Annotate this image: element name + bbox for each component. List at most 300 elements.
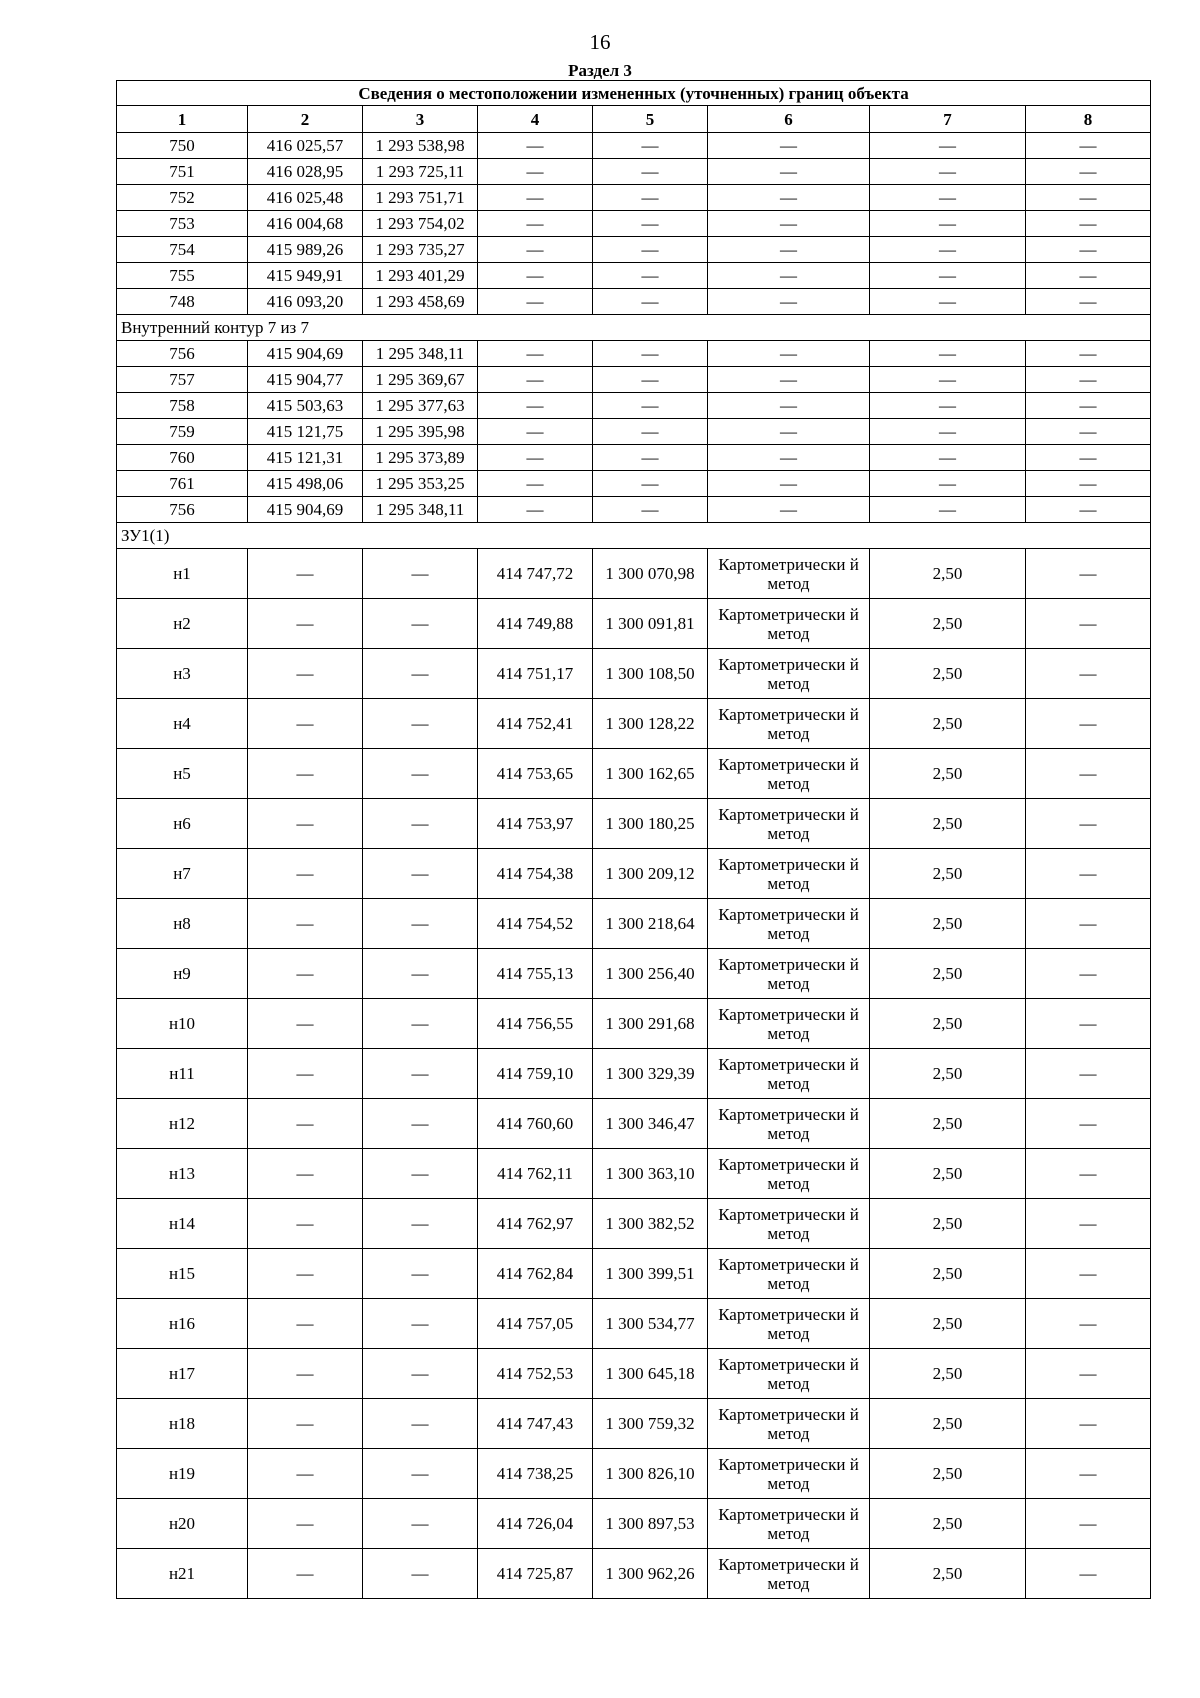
table-cell: н7 (117, 849, 248, 899)
table-cell: 2,50 (870, 899, 1026, 949)
table-cell: н13 (117, 1149, 248, 1199)
table-row (117, 185, 1151, 211)
table-cell: 2,50 (870, 949, 1026, 999)
table-cell: н1 (117, 549, 248, 599)
table-row (117, 749, 1151, 799)
table-cell: 416 093,20 (248, 289, 363, 315)
page-number: 16 (589, 30, 611, 54)
table-cell: — (478, 471, 593, 497)
table-cell: — (363, 749, 478, 799)
table-cell: — (708, 133, 870, 159)
table-cell: — (1026, 393, 1151, 419)
table-cell: — (593, 393, 708, 419)
table-cell: 1 300 218,64 (593, 899, 708, 949)
table-cell: — (870, 341, 1026, 367)
method-cell: Картометрически й метод (708, 1149, 870, 1199)
table-cell: — (248, 549, 363, 599)
table-cell: 748 (117, 289, 248, 315)
table-cell: — (363, 699, 478, 749)
table-cell: 2,50 (870, 699, 1026, 749)
table-cell: — (248, 849, 363, 899)
table-cell: — (593, 367, 708, 393)
table-cell: 1 300 162,65 (593, 749, 708, 799)
table-cell: 414 752,41 (478, 699, 593, 749)
table-cell: — (363, 1049, 478, 1099)
table-cell: — (1026, 159, 1151, 185)
column-number: 5 (593, 106, 708, 133)
table-cell: — (248, 1249, 363, 1299)
table-cell: — (870, 133, 1026, 159)
table-cell: — (1026, 237, 1151, 263)
table-cell: — (1026, 289, 1151, 315)
table-cell: 1 300 108,50 (593, 649, 708, 699)
table-cell: — (248, 1349, 363, 1399)
table-cell: н2 (117, 599, 248, 649)
table-cell: 2,50 (870, 1199, 1026, 1249)
table-cell: — (248, 799, 363, 849)
table-cell: — (363, 1249, 478, 1299)
table-row (117, 799, 1151, 849)
table-cell: 1 295 353,25 (363, 471, 478, 497)
table-cell: н15 (117, 1249, 248, 1299)
table-cell: — (1026, 263, 1151, 289)
method-cell: Картометрически й метод (708, 949, 870, 999)
table-cell: 414 747,43 (478, 1399, 593, 1449)
table-cell: — (1026, 185, 1151, 211)
table-cell: 1 300 070,98 (593, 549, 708, 599)
table-cell: 2,50 (870, 1449, 1026, 1499)
table-cell: 750 (117, 133, 248, 159)
boundary-coordinates-table (116, 80, 1151, 1599)
table-cell: 1 300 826,10 (593, 1449, 708, 1499)
table-cell: — (708, 445, 870, 471)
table-cell: 1 300 180,25 (593, 799, 708, 849)
table-row (117, 419, 1151, 445)
table-cell: — (593, 497, 708, 523)
method-cell: Картометрически й метод (708, 1249, 870, 1299)
column-number: 7 (870, 106, 1026, 133)
table-cell: — (1026, 999, 1151, 1049)
table-cell: — (363, 599, 478, 649)
table-cell: н8 (117, 899, 248, 949)
table-cell: — (478, 289, 593, 315)
table-cell: — (363, 1299, 478, 1349)
contour-label: Внутренний контур 7 из 7 (117, 315, 1151, 341)
table-cell: н20 (117, 1499, 248, 1549)
table-cell: 2,50 (870, 599, 1026, 649)
method-cell: Картометрически й метод (708, 1399, 870, 1449)
table-row (117, 649, 1151, 699)
table-cell: — (363, 1549, 478, 1599)
table-cell: н10 (117, 999, 248, 1049)
table-cell: н12 (117, 1099, 248, 1149)
table-cell: 1 300 897,53 (593, 1499, 708, 1549)
table-row (117, 999, 1151, 1049)
table-cell: 1 300 329,39 (593, 1049, 708, 1099)
table-cell: — (248, 949, 363, 999)
table-cell: 415 121,31 (248, 445, 363, 471)
table-cell: — (248, 1149, 363, 1199)
table-cell: 2,50 (870, 749, 1026, 799)
table-cell: — (363, 899, 478, 949)
table-cell: 414 762,11 (478, 1149, 593, 1199)
table-cell: 415 498,06 (248, 471, 363, 497)
column-number: 1 (117, 106, 248, 133)
table-row (117, 1449, 1151, 1499)
table-cell: — (708, 263, 870, 289)
table-cell: — (1026, 445, 1151, 471)
table-cell: 415 904,69 (248, 341, 363, 367)
table-row (117, 471, 1151, 497)
table-cell: — (593, 211, 708, 237)
table-cell: 414 762,97 (478, 1199, 593, 1249)
table-cell: 416 004,68 (248, 211, 363, 237)
table-cell: 414 759,10 (478, 1049, 593, 1099)
table-cell: 414 725,87 (478, 1549, 593, 1599)
table-cell: — (1026, 1299, 1151, 1349)
parcel-label: ЗУ1(1) (117, 523, 1151, 549)
table-cell: 415 503,63 (248, 393, 363, 419)
table-cell: — (870, 471, 1026, 497)
table-row (117, 367, 1151, 393)
table-cell: — (1026, 649, 1151, 699)
table-cell: — (1026, 211, 1151, 237)
table-cell: — (248, 1549, 363, 1599)
column-number: 2 (248, 106, 363, 133)
table-cell: — (1026, 1449, 1151, 1499)
table-cell: — (363, 799, 478, 849)
table-cell: — (248, 1049, 363, 1099)
table-cell: 1 293 751,71 (363, 185, 478, 211)
table-row (117, 1349, 1151, 1399)
table-cell: — (248, 899, 363, 949)
table-cell: 2,50 (870, 1499, 1026, 1549)
table-row (117, 1499, 1151, 1549)
table-cell: 414 757,05 (478, 1299, 593, 1349)
table-cell: — (1026, 799, 1151, 849)
table-cell: — (478, 185, 593, 211)
table-cell: 2,50 (870, 1049, 1026, 1099)
column-number: 3 (363, 106, 478, 133)
table-cell: — (478, 367, 593, 393)
method-cell: Картометрически й метод (708, 749, 870, 799)
table-cell: н6 (117, 799, 248, 849)
table-cell: — (1026, 471, 1151, 497)
table-cell: н4 (117, 699, 248, 749)
table-cell: — (1026, 1099, 1151, 1149)
table-cell: 414 751,17 (478, 649, 593, 699)
table-row (117, 289, 1151, 315)
table-cell: 760 (117, 445, 248, 471)
table-cell: — (248, 1399, 363, 1449)
table-cell: — (593, 263, 708, 289)
table-cell: — (593, 159, 708, 185)
table-row (117, 1549, 1151, 1599)
table-cell: 1 300 256,40 (593, 949, 708, 999)
table-cell: н19 (117, 1449, 248, 1499)
table-cell: — (478, 393, 593, 419)
column-number-row (117, 106, 1151, 133)
table-cell: — (870, 211, 1026, 237)
table-cell: 414 754,38 (478, 849, 593, 899)
column-number: 6 (708, 106, 870, 133)
table-cell: 2,50 (870, 649, 1026, 699)
table-cell: — (1026, 699, 1151, 749)
table-cell: 1 300 645,18 (593, 1349, 708, 1399)
method-cell: Картометрически й метод (708, 999, 870, 1049)
table-cell: 1 300 091,81 (593, 599, 708, 649)
table-row (117, 1299, 1151, 1349)
table-row (117, 445, 1151, 471)
table-cell: — (708, 211, 870, 237)
table-cell: 753 (117, 211, 248, 237)
table-cell: — (593, 419, 708, 445)
table-row (117, 237, 1151, 263)
table-cell: 2,50 (870, 849, 1026, 899)
table-cell: — (870, 263, 1026, 289)
table-cell: — (363, 1199, 478, 1249)
table-cell: — (248, 1499, 363, 1549)
table-cell: н5 (117, 749, 248, 799)
table-cell: 1 300 399,51 (593, 1249, 708, 1299)
table-cell: — (1026, 341, 1151, 367)
table-row (117, 849, 1151, 899)
method-cell: Картометрически й метод (708, 699, 870, 749)
table-cell: — (870, 445, 1026, 471)
table-cell: 416 025,57 (248, 133, 363, 159)
table-cell: 414 752,53 (478, 1349, 593, 1399)
table-cell: — (1026, 749, 1151, 799)
table-cell: — (870, 393, 1026, 419)
table-cell: 414 726,04 (478, 1499, 593, 1549)
table-cell: — (1026, 599, 1151, 649)
table-cell: 1 300 128,22 (593, 699, 708, 749)
table-cell: — (1026, 1349, 1151, 1399)
table-cell: — (1026, 949, 1151, 999)
table-cell: 414 760,60 (478, 1099, 593, 1149)
table-cell: 414 747,72 (478, 549, 593, 599)
table-cell: — (248, 1449, 363, 1499)
table-cell: — (363, 849, 478, 899)
table-cell: н16 (117, 1299, 248, 1349)
method-cell: Картометрически й метод (708, 1499, 870, 1549)
table-cell: н21 (117, 1549, 248, 1599)
table-cell: — (478, 341, 593, 367)
table-cell: — (593, 471, 708, 497)
table-row (117, 159, 1151, 185)
table-cell: — (478, 419, 593, 445)
method-cell: Картометрически й метод (708, 1099, 870, 1149)
table-row (117, 263, 1151, 289)
table-cell: 1 300 363,10 (593, 1149, 708, 1199)
table-cell: — (363, 1149, 478, 1199)
table-row (117, 1149, 1151, 1199)
table-cell: 1 293 538,98 (363, 133, 478, 159)
table-cell: — (1026, 899, 1151, 949)
table-cell: — (248, 749, 363, 799)
method-cell: Картометрически й метод (708, 1449, 870, 1499)
table-cell: 751 (117, 159, 248, 185)
table-cell: — (478, 159, 593, 185)
table-cell: — (708, 237, 870, 263)
table-cell: — (1026, 1499, 1151, 1549)
table-cell: 415 949,91 (248, 263, 363, 289)
table-cell: — (593, 289, 708, 315)
table-cell: — (478, 133, 593, 159)
table-cell: — (708, 419, 870, 445)
table-cell: 757 (117, 367, 248, 393)
method-cell: Картометрически й метод (708, 599, 870, 649)
table-row (117, 341, 1151, 367)
table-cell: — (248, 599, 363, 649)
table-cell: — (248, 649, 363, 699)
table-cell: — (708, 341, 870, 367)
table-row (117, 949, 1151, 999)
table-cell: 414 754,52 (478, 899, 593, 949)
table-cell: 1 300 534,77 (593, 1299, 708, 1349)
contour-label-row (117, 315, 1151, 341)
table-cell: 1 300 291,68 (593, 999, 708, 1049)
table-row (117, 599, 1151, 649)
table-cell: 1 293 725,11 (363, 159, 478, 185)
table-cell: 1 300 382,52 (593, 1199, 708, 1249)
table-cell: 415 121,75 (248, 419, 363, 445)
table-cell: — (1026, 1199, 1151, 1249)
method-cell: Картометрически й метод (708, 649, 870, 699)
table-cell: 2,50 (870, 1549, 1026, 1599)
table-row (117, 549, 1151, 599)
table-cell: 414 749,88 (478, 599, 593, 649)
table-row (117, 1249, 1151, 1299)
method-cell: Картометрически й метод (708, 1349, 870, 1399)
table-cell: — (363, 1449, 478, 1499)
method-cell: Картометрически й метод (708, 799, 870, 849)
table-cell: — (1026, 419, 1151, 445)
table-cell: н9 (117, 949, 248, 999)
table-row (117, 393, 1151, 419)
table-cell: 1 295 348,11 (363, 341, 478, 367)
table-cell: 416 028,95 (248, 159, 363, 185)
table-cell: — (593, 133, 708, 159)
table-cell: — (1026, 497, 1151, 523)
table-row (117, 1199, 1151, 1249)
table-cell: н11 (117, 1049, 248, 1099)
parcel-label-row (117, 523, 1151, 549)
table-cell: — (708, 159, 870, 185)
table-cell: — (248, 699, 363, 749)
table-cell: н14 (117, 1199, 248, 1249)
table-cell: — (363, 1499, 478, 1549)
table-cell: н3 (117, 649, 248, 699)
table-cell: 415 904,77 (248, 367, 363, 393)
table-row (117, 497, 1151, 523)
table-cell: — (248, 999, 363, 1049)
table-cell: — (870, 159, 1026, 185)
table-cell: — (1026, 849, 1151, 899)
table-cell: 414 753,97 (478, 799, 593, 849)
table-cell: — (708, 393, 870, 419)
table-cell: 2,50 (870, 549, 1026, 599)
table-cell: 1 295 395,98 (363, 419, 478, 445)
table-cell: 752 (117, 185, 248, 211)
table-cell: 1 293 754,02 (363, 211, 478, 237)
table-cell: 758 (117, 393, 248, 419)
table-cell: — (593, 341, 708, 367)
table-cell: 415 989,26 (248, 237, 363, 263)
table-cell: 2,50 (870, 799, 1026, 849)
table-cell: — (248, 1299, 363, 1349)
table-cell: — (1026, 367, 1151, 393)
table-cell: — (1026, 1049, 1151, 1099)
table-cell: 761 (117, 471, 248, 497)
table-cell: — (1026, 1549, 1151, 1599)
table-cell: 759 (117, 419, 248, 445)
table-row (117, 1099, 1151, 1149)
method-cell: Картометрически й метод (708, 1299, 870, 1349)
table-cell: — (478, 237, 593, 263)
table-cell: — (593, 445, 708, 471)
table-cell: 1 295 348,11 (363, 497, 478, 523)
table-row (117, 899, 1151, 949)
table-row (117, 1399, 1151, 1449)
table-cell: 1 293 458,69 (363, 289, 478, 315)
table-cell: 414 756,55 (478, 999, 593, 1049)
table-cell: 414 762,84 (478, 1249, 593, 1299)
table-cell: — (870, 367, 1026, 393)
table-cell: 1 293 401,29 (363, 263, 478, 289)
section-title: Раздел 3 (568, 61, 632, 80)
table-cell: 1 295 377,63 (363, 393, 478, 419)
table-cell: — (1026, 1249, 1151, 1299)
table-cell: — (870, 419, 1026, 445)
table-cell: 2,50 (870, 1349, 1026, 1399)
table-cell: — (363, 1349, 478, 1399)
table-cell: 414 738,25 (478, 1449, 593, 1499)
method-cell: Картометрически й метод (708, 849, 870, 899)
column-number: 4 (478, 106, 593, 133)
table-cell: 2,50 (870, 1299, 1026, 1349)
method-cell: Картометрически й метод (708, 899, 870, 949)
table-cell: н17 (117, 1349, 248, 1399)
table-cell: — (708, 367, 870, 393)
table-cell: — (478, 445, 593, 471)
table-cell: — (870, 185, 1026, 211)
table-cell: — (478, 211, 593, 237)
table-cell: 1 300 209,12 (593, 849, 708, 899)
table-cell: — (363, 1099, 478, 1149)
method-cell: Картометрически й метод (708, 1199, 870, 1249)
table-cell: н18 (117, 1399, 248, 1449)
table-cell: 2,50 (870, 1399, 1026, 1449)
table-cell: 2,50 (870, 1099, 1026, 1149)
table-cell: 1 295 369,67 (363, 367, 478, 393)
table-cell: — (870, 237, 1026, 263)
table-cell: 1 300 962,26 (593, 1549, 708, 1599)
table-row (117, 699, 1151, 749)
table-cell: 2,50 (870, 1249, 1026, 1299)
table-row (117, 211, 1151, 237)
table-cell: 416 025,48 (248, 185, 363, 211)
table-cell: — (363, 649, 478, 699)
table-cell: — (708, 497, 870, 523)
table-title: Сведения о местоположении измененных (уточненных) границ объекта (117, 81, 1151, 106)
table-cell: — (1026, 1149, 1151, 1199)
table-cell: — (363, 549, 478, 599)
table-cell: 756 (117, 497, 248, 523)
table-cell: — (248, 1199, 363, 1249)
table-cell: 1 300 346,47 (593, 1099, 708, 1149)
table-cell: — (363, 1399, 478, 1449)
